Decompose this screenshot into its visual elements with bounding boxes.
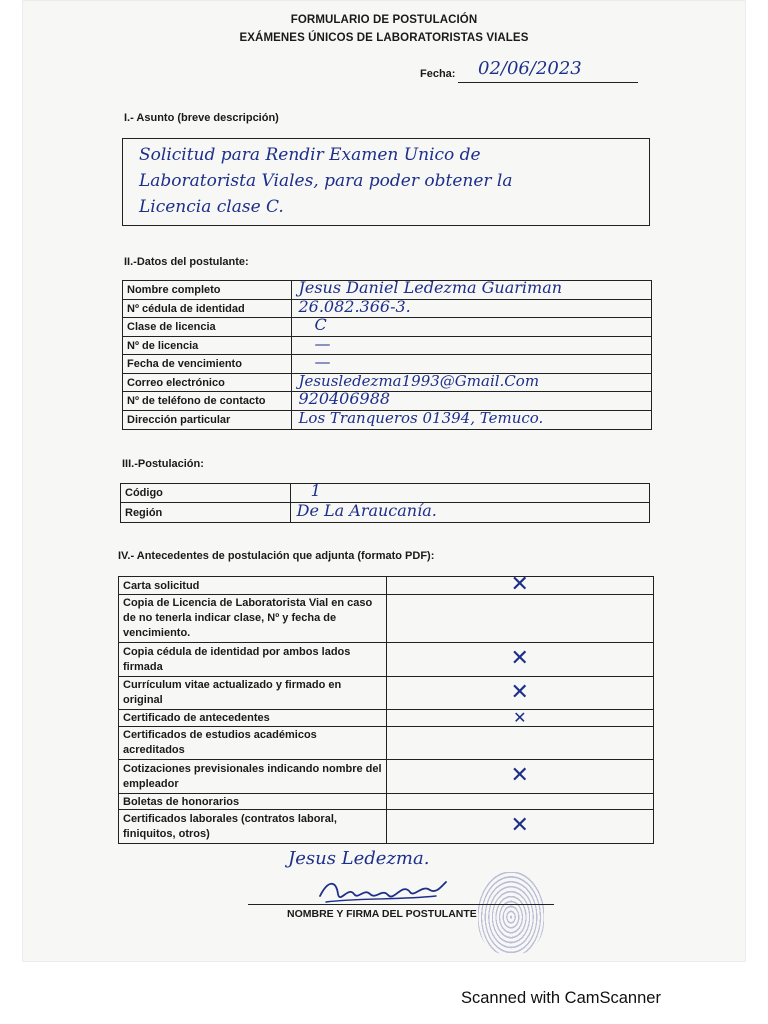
row-label: Cotizaciones previsionales indicando nombre del empleador xyxy=(119,760,387,794)
date-value: 02/06/2023 xyxy=(478,58,582,79)
asunto-line-1: Solicitud para Rendir Examen Unico de xyxy=(139,145,481,165)
table-row xyxy=(121,484,650,503)
x-mark-icon: ✕ xyxy=(510,572,529,597)
x-mark-icon: ✕ xyxy=(510,646,529,671)
row-label: Clase de licencia xyxy=(123,318,292,337)
row-value xyxy=(292,352,652,374)
row-label: Dirección particular xyxy=(123,411,292,430)
row-value xyxy=(290,500,649,523)
row-check xyxy=(386,572,653,597)
asunto-line-2: Laboratorista Viales, para poder obtener la xyxy=(139,171,513,191)
direccion-value: Los Tranqueros 01394, Temuco. xyxy=(298,409,544,427)
signature-scribble-icon xyxy=(318,876,448,906)
row-label: Nombre completo xyxy=(123,281,292,300)
x-mark-icon: ✕ xyxy=(510,679,529,705)
row-check xyxy=(386,727,653,760)
row-check xyxy=(386,810,653,844)
nombre-value: Jesus Daniel Ledezma Guariman xyxy=(298,278,563,297)
row-check xyxy=(386,595,653,643)
x-mark-icon: ✕ xyxy=(510,813,529,838)
table-row xyxy=(119,677,654,710)
row-value xyxy=(292,411,652,430)
camscanner-watermark: Scanned with CamScanner xyxy=(461,989,661,1007)
table-row xyxy=(123,355,652,374)
row-label: Copia cédula de identidad por ambos lados firmada xyxy=(119,643,387,677)
table-row xyxy=(123,318,652,337)
table-row xyxy=(121,503,650,523)
row-label: Región xyxy=(121,503,291,523)
table-row xyxy=(119,794,654,810)
signature-line xyxy=(248,904,554,905)
row-label: Fecha de vencimiento xyxy=(123,355,292,374)
row-label: Código xyxy=(121,484,291,503)
row-check xyxy=(386,794,653,810)
row-label: Certificados de estudios académicos acreditados xyxy=(119,727,387,760)
date-underline xyxy=(458,82,638,83)
row-label: Boletas de honorarios xyxy=(119,794,387,810)
row-label: Certificado de antecedentes xyxy=(119,710,387,727)
row-label: Correo electrónico xyxy=(123,374,292,392)
table-row xyxy=(119,760,654,794)
row-check xyxy=(386,760,653,794)
codigo-value: 1 xyxy=(310,481,321,500)
row-check xyxy=(386,643,653,677)
row-label: Nº de licencia xyxy=(123,337,292,355)
vencimiento-value: — xyxy=(314,352,331,371)
row-label: Copia de Licencia de Laboratorista Vial en caso de no tenerla indicar clase, Nº y fecha de vencimiento. xyxy=(119,595,387,643)
row-label: Nº de teléfono de contacto xyxy=(123,392,292,411)
x-mark-icon: ✕ xyxy=(513,708,527,727)
section-antecedentes-heading: IV.- Antecedentes de postulación que adjunta (formato PDF): xyxy=(118,550,435,562)
asunto-box xyxy=(122,138,650,226)
fingerprint-icon xyxy=(478,872,544,954)
postulante-table xyxy=(122,280,652,430)
table-row xyxy=(123,300,652,318)
row-label: Certificados laborales (contratos laboral, finiquitos, otros) xyxy=(119,810,387,844)
table-row xyxy=(119,595,654,643)
row-label: Nº cédula de identidad xyxy=(123,300,292,318)
form-title: FORMULARIO DE POSTULACIÓN xyxy=(290,14,478,26)
asunto-line-3: Licencia clase C. xyxy=(139,197,284,217)
table-row xyxy=(123,337,652,355)
cedula-value: 26.082.366-3. xyxy=(298,296,411,316)
table-row xyxy=(123,411,652,430)
signature-label: NOMBRE Y FIRMA DEL POSTULANTE xyxy=(287,908,477,920)
row-check xyxy=(386,710,653,727)
table-row xyxy=(119,710,654,727)
licencia-value: — xyxy=(314,333,331,353)
row-value xyxy=(290,481,649,503)
table-row xyxy=(119,643,654,677)
table-row xyxy=(119,810,654,844)
row-label: Carta solicitud xyxy=(119,577,387,595)
row-value xyxy=(292,333,652,355)
region-value: De La Araucanía. xyxy=(296,500,437,520)
telefono-value: 920406988 xyxy=(298,389,391,408)
postulacion-table xyxy=(120,483,650,523)
table-row xyxy=(119,577,654,595)
section-postulante-heading: II.-Datos del postulante: xyxy=(124,256,249,268)
antecedentes-table xyxy=(118,572,654,844)
handwritten-name: Jesus Ledezma. xyxy=(288,848,430,869)
table-row xyxy=(123,392,652,411)
row-value xyxy=(292,296,652,318)
row-check xyxy=(386,677,653,710)
form-subtitle: EXÁMENES ÚNICOS DE LABORATORISTAS VIALES xyxy=(239,32,529,44)
correo-value: Jesusledezma1993@Gmail.Com xyxy=(298,371,540,390)
x-mark-icon: ✕ xyxy=(510,763,529,788)
section-asunto-heading: I.- Asunto (breve descripción) xyxy=(124,112,279,124)
date-label: Fecha: xyxy=(420,68,456,80)
row-label: Currículum vitae actualizado y firmado en original xyxy=(119,677,387,710)
table-row xyxy=(119,727,654,760)
row-value xyxy=(292,315,652,337)
section-postulacion-heading: III.-Postulación: xyxy=(122,458,204,470)
row-value xyxy=(292,389,652,411)
clase-value: C xyxy=(314,315,327,334)
